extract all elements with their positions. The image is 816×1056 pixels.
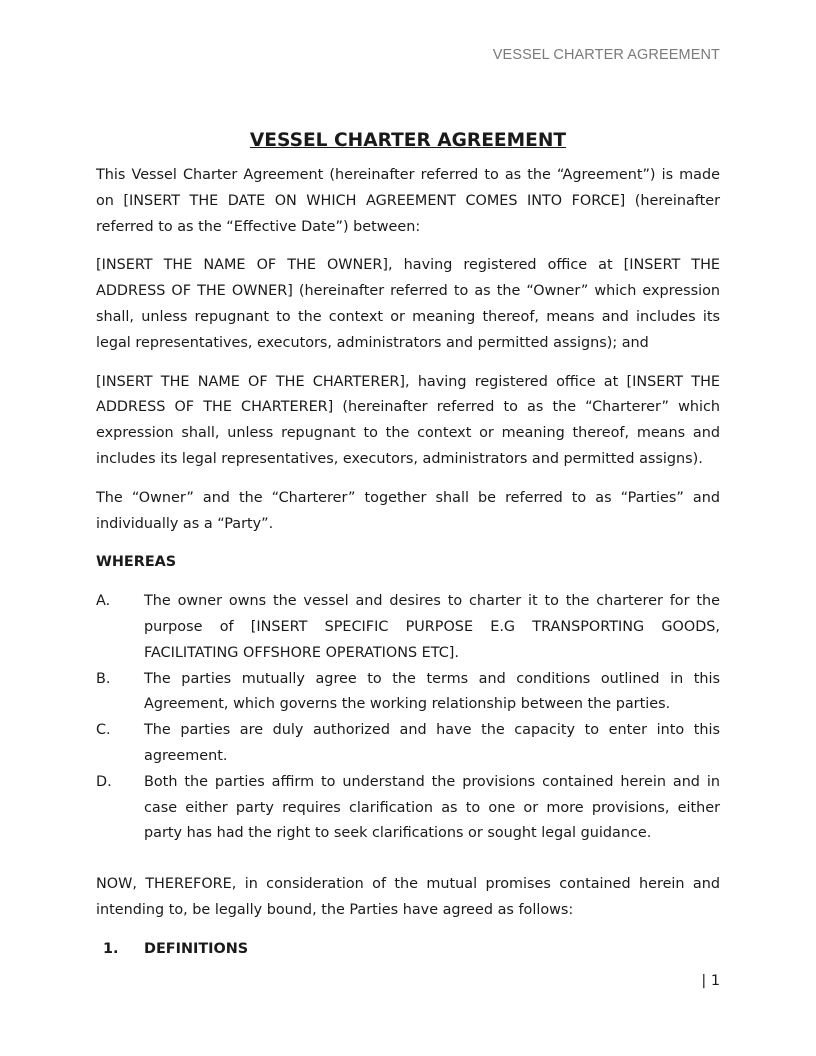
recital-letter: B. [96,670,111,687]
document-body [96,128,720,963]
document-title: VESSEL CHARTER AGREEMENT [249,130,567,151]
recitals-list [96,589,720,847]
recital-letter: D. [96,773,112,790]
section-number: 1. [103,940,119,957]
page-number: | 1 [701,973,720,989]
section-title: DEFINITIONS [144,940,249,957]
recital-letter: A. [96,593,111,610]
recital-text: The parties mutually agree to the terms and conditions outlined in this Agreement, which governs the working relationship between the parties. [144,670,720,713]
owner-party-paragraph: [INSERT THE NAME OF THE OWNER], having registered office at [INSERT THE ADDRESS OF THE OWNER] (hereinafter referred to as the “Owner” which expression shall, unless repugnant to the context or meaning thereof, means and includes its legal representatives, executors, administrators and permitted assigns); and [96,257,720,351]
section-heading-definitions [96,937,720,963]
charterer-party-paragraph: [INSERT THE NAME OF THE CHARTERER], having registered office at [INSERT THE ADDRESS OF THE CHARTERER] (hereinafter referred to as the “Charterer” which expression shall, unless repugnant to the context or meaning thereof, means and includes its legal representatives, executors, administrators and permitted assigns). [96,373,720,467]
recital-item [96,770,720,847]
parties-definition-paragraph: The “Owner” and the “Charterer” together shall be referred to as “Parties” and individually as a “Party”. [96,489,720,532]
now-therefore-paragraph: NOW, THEREFORE, in consideration of the mutual promises contained herein and intending to, be legally bound, the Parties have agreed as follows: [96,876,720,918]
recital-text: Both the parties affirm to understand the provisions contained herein and in case either party requires clarification as to one or more provisions, either party has had the right to seek clarifications or sought legal guidance. [144,773,720,842]
recital-text: The owner owns the vessel and desires to charter it to the charterer for the purpose of [INSERT SPECIFIC PURPOSE E.G TRANSPORTING GOODS, FACILITATING OFFSHORE OPERATIONS ETC]. [144,593,720,661]
recital-letter: C. [96,722,111,739]
recital-text: The parties are duly authorized and have the capacity to enter into this agreement. [144,722,720,764]
running-header: VESSEL CHARTER AGREEMENT [492,47,720,63]
recital-item [96,667,720,719]
intro-paragraph: This Vessel Charter Agreement (hereinafter referred to as the “Agreement”) is made on [INSERT THE DATE ON WHICH AGREEMENT COMES INTO FORCE] (hereinafter referred to as the “Effective Date”) between: [96,167,720,235]
recital-item [96,718,720,770]
recital-item [96,589,720,666]
whereas-heading: WHEREAS [96,554,177,571]
